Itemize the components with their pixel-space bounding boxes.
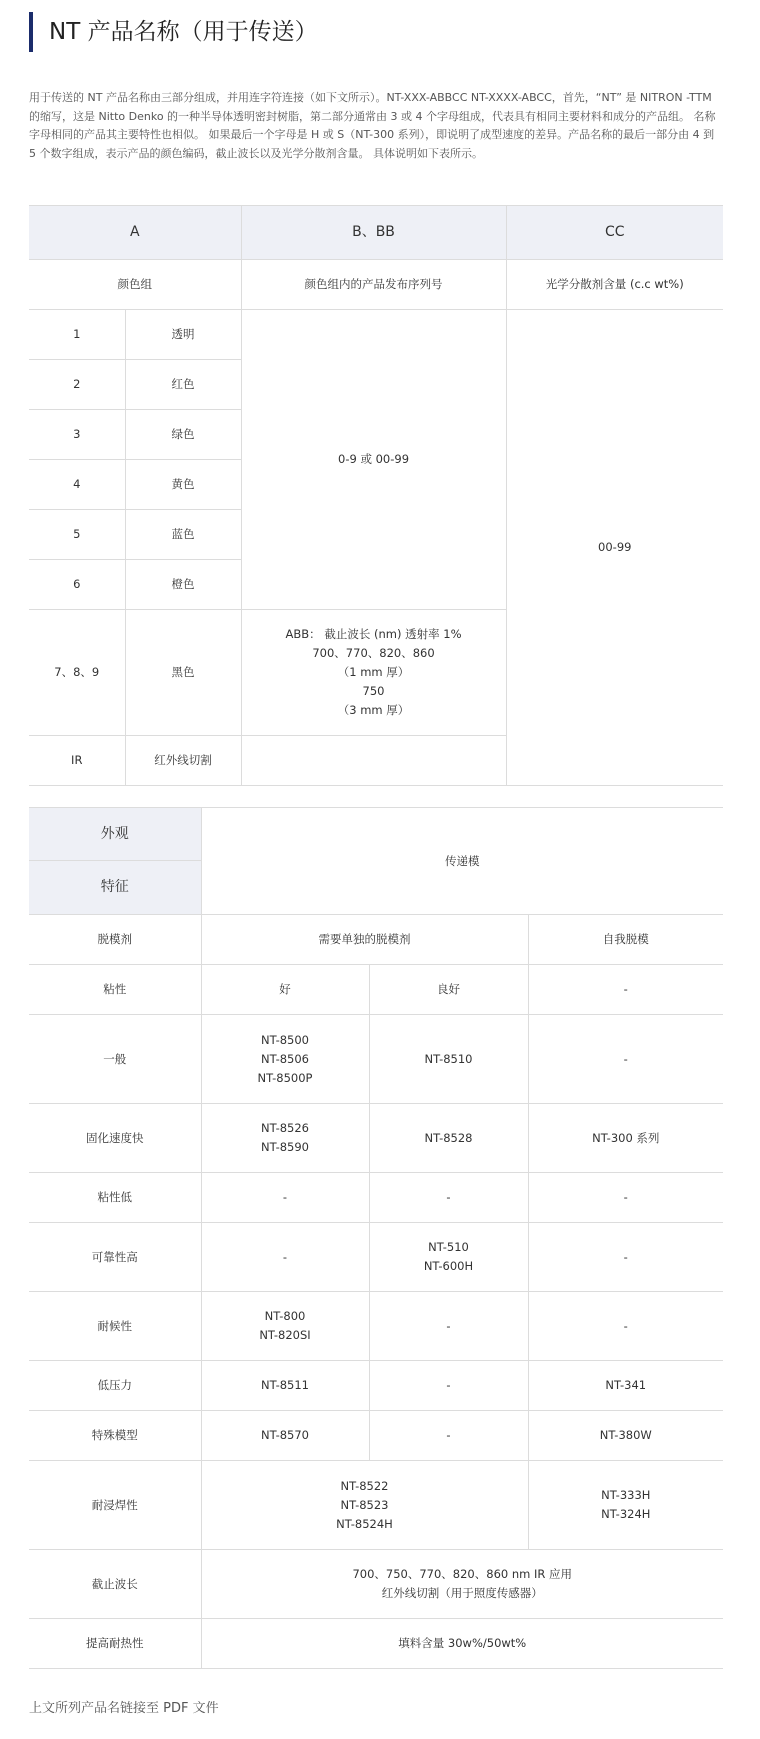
color-name: 蓝色 <box>125 510 241 560</box>
appearance-header: 外观 <box>29 808 201 861</box>
cell: NT-8510 <box>369 1015 528 1104</box>
b-range: 0-9 或 00-99 <box>241 310 506 610</box>
color-code: 3 <box>29 410 125 460</box>
table-row <box>29 1015 723 1104</box>
naming-table <box>29 205 723 786</box>
header-c: CC <box>506 206 723 260</box>
row-label: 固化速度快 <box>29 1104 201 1173</box>
table-row <box>29 1361 723 1411</box>
cell: - <box>201 1173 369 1223</box>
cell: - <box>201 1223 369 1292</box>
cell: 良好 <box>369 965 528 1015</box>
table-row <box>29 915 723 965</box>
subheader-b: 颜色组内的产品发布序列号 <box>241 260 506 310</box>
cell: NT-800 NT-820SI <box>201 1292 369 1361</box>
cell: - <box>528 1015 723 1104</box>
cell: NT-380W <box>528 1411 723 1461</box>
b-black-cutoff: ABB： 截止波长 (nm) 透射率 1% 700、770、820、860 （1 mm 厚） 750 （3 mm 厚） <box>241 610 506 736</box>
cell: NT-8526 NT-8590 <box>201 1104 369 1173</box>
cell: 填料含量 30w%/50wt% <box>201 1619 723 1669</box>
color-name: 绿色 <box>125 410 241 460</box>
row-label: 提高耐热性 <box>29 1619 201 1669</box>
row-label: 脱模剂 <box>29 915 201 965</box>
cell: NT-333H NT-324H <box>528 1461 723 1550</box>
row-label: 特殊模型 <box>29 1411 201 1461</box>
cell: - <box>369 1292 528 1361</box>
color-code: 5 <box>29 510 125 560</box>
color-name: 透明 <box>125 310 241 360</box>
cell: NT-8500 NT-8506 NT-8500P <box>201 1015 369 1104</box>
table-row <box>29 1461 723 1550</box>
page-title: NT 产品名称（用于传送） <box>29 12 318 52</box>
row-label: 粘性低 <box>29 1173 201 1223</box>
cell: - <box>528 1223 723 1292</box>
color-code: 4 <box>29 460 125 510</box>
b-ir-empty <box>241 736 506 786</box>
cell: 700、750、770、820、860 nm IR 应用 红外线切割（用于照度传感器） <box>201 1550 723 1619</box>
row-label: 低压力 <box>29 1361 201 1411</box>
header-b: B、BB <box>241 206 506 260</box>
table-row <box>29 310 723 360</box>
feature-header: 特征 <box>29 861 201 915</box>
table-row <box>29 1104 723 1173</box>
cell: NT-300 系列 <box>528 1104 723 1173</box>
color-code: 7、8、9 <box>29 610 125 736</box>
row-label: 一般 <box>29 1015 201 1104</box>
header-a: A <box>29 206 241 260</box>
cell: - <box>369 1173 528 1223</box>
color-name: 红色 <box>125 360 241 410</box>
cell: 好 <box>201 965 369 1015</box>
color-code: 6 <box>29 560 125 610</box>
transfer-mold-header: 传递模 <box>201 808 723 915</box>
subheader-a: 颜色组 <box>29 260 241 310</box>
color-name: 橙色 <box>125 560 241 610</box>
c-range: 00-99 <box>506 310 723 786</box>
mold-table <box>29 807 723 1669</box>
color-code: 2 <box>29 360 125 410</box>
table-row <box>29 1223 723 1292</box>
cell: - <box>528 1173 723 1223</box>
table-row <box>29 965 723 1015</box>
table-row <box>29 1550 723 1619</box>
table-row <box>29 1619 723 1669</box>
subheader-c: 光学分散剂含量 (c.c wt%) <box>506 260 723 310</box>
cell: NT-341 <box>528 1361 723 1411</box>
cell: - <box>528 965 723 1015</box>
table-row <box>29 1173 723 1223</box>
color-code: IR <box>29 736 125 786</box>
row-label: 耐候性 <box>29 1292 201 1361</box>
table-row <box>29 1292 723 1361</box>
cell: NT-8511 <box>201 1361 369 1411</box>
cell: - <box>528 1292 723 1361</box>
color-name: 黄色 <box>125 460 241 510</box>
color-code: 1 <box>29 310 125 360</box>
row-label: 耐浸焊性 <box>29 1461 201 1550</box>
row-label: 可靠性高 <box>29 1223 201 1292</box>
color-name: 黑色 <box>125 610 241 736</box>
cell: - <box>369 1411 528 1461</box>
color-name: 红外线切割 <box>125 736 241 786</box>
footer-note: 上文所列产品名链接至 PDF 文件 <box>29 1701 219 1716</box>
cell: NT-8528 <box>369 1104 528 1173</box>
separate-release-agent: 需要单独的脱模剂 <box>201 915 528 965</box>
row-label: 截止波长 <box>29 1550 201 1619</box>
cell: NT-510 NT-600H <box>369 1223 528 1292</box>
table-row <box>29 1411 723 1461</box>
cell: NT-8570 <box>201 1411 369 1461</box>
cell: NT-8522 NT-8523 NT-8524H <box>201 1461 528 1550</box>
row-label: 粘性 <box>29 965 201 1015</box>
cell: - <box>369 1361 528 1411</box>
intro-paragraph: 用于传送的 NT 产品名称由三部分组成，并用连字符连接（如下文所示）。NT-XXX-ABBCC NT-XXXX-ABCC，首先，“NT” 是 NITRON -TTM 的缩写，这是 Nitto Denko 的一种半导体透明密封树脂，第二部分通常由 3 或 4 个字母组成，代表具有相同主要材料和成分的产品组。 名称字母相同的产品其主要特性也相似。 如果最后一个字母是 H 或 S（NT-300 系列），即说明了成型速度的差异。产品名称的最后一部分由 4 到 5 个数字组成，表示产品的颜色编码，截止波长以及光学分散剂含量。 具体说明如下表所示。 <box>29 91 716 160</box>
self-release: 自我脱模 <box>528 915 723 965</box>
